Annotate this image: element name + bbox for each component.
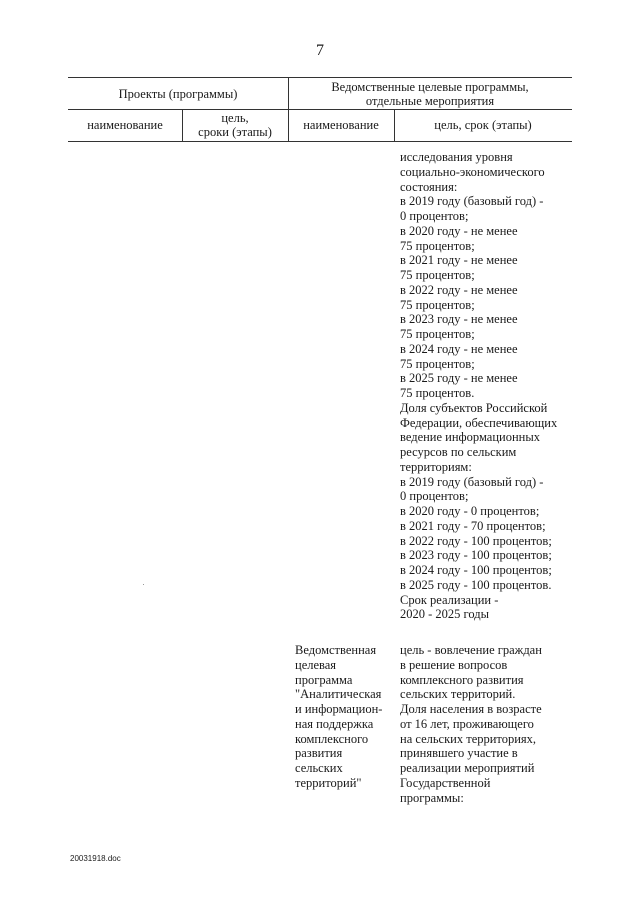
text-line: в 2025 году - не менее	[400, 371, 518, 386]
text-line: ная поддержка	[295, 716, 374, 731]
table-bottom-rule	[68, 141, 572, 142]
text-line: на сельских территориях,	[400, 731, 537, 746]
text-line: целевая	[295, 657, 337, 672]
header-departmental-line1: Ведомственные целевые программы,	[331, 80, 529, 94]
text-line: 75 процентов;	[400, 356, 475, 371]
text-line: в 2019 году (базовый год) -	[400, 194, 544, 209]
text-line: 0 процентов;	[400, 489, 469, 504]
text-line: в 2024 году - не менее	[400, 341, 518, 356]
text-line: в 2020 году - не менее	[400, 223, 518, 238]
text-line: территориям:	[400, 459, 472, 474]
text-line: Государственной	[400, 775, 491, 790]
header-col-program-name: наименование	[303, 118, 379, 132]
text-line: 75 процентов.	[400, 386, 475, 400]
scan-speck	[143, 584, 144, 585]
text-line: территорий"	[295, 775, 362, 790]
text-line: Срок реализации -	[400, 592, 499, 607]
table-top-rule	[68, 77, 572, 78]
text-line: Ведомственная	[295, 643, 377, 657]
text-line: комплексного	[295, 731, 369, 746]
text-line: Доля субъектов Российской	[400, 400, 548, 415]
text-line: 75 процентов;	[400, 268, 475, 282]
header-col-program-goal: цель, срок (этапы)	[434, 118, 532, 132]
text-line: Доля населения в возрасте	[400, 702, 542, 716]
text-line: развития	[295, 746, 343, 761]
text-line: в 2021 году - не менее	[400, 253, 518, 268]
text-line: и информацион-	[295, 702, 383, 716]
text-line: в 2022 году - 100 процентов;	[400, 533, 552, 548]
text-line: от 16 лет, проживающего	[400, 716, 534, 731]
text-line: "Аналитическая	[295, 687, 382, 702]
text-line: в 2021 году - 70 процентов;	[400, 518, 546, 533]
text-line: в 2022 году - не менее	[400, 282, 518, 297]
text-line: в 2023 году - 100 процентов;	[400, 548, 552, 563]
header-departmental-line2: отдельные мероприятия	[365, 94, 495, 108]
text-line: комплексного развития	[400, 672, 524, 687]
text-line: программа	[295, 672, 353, 687]
header-projects: Проекты (программы)	[118, 87, 238, 101]
text-line: в 2019 году (базовый год) -	[400, 474, 544, 489]
text-line: реализации мероприятий	[400, 761, 535, 775]
text-line: в 2024 году - 100 процентов;	[400, 563, 552, 577]
header-col-name: наименование	[87, 118, 163, 132]
text-line: состояния:	[400, 179, 458, 194]
text-line: 75 процентов;	[400, 238, 475, 253]
text-line: в 2020 году - 0 процентов;	[400, 504, 540, 518]
text-line: сельских	[295, 761, 343, 775]
text-line: программы:	[400, 790, 464, 805]
text-line: социально-экономического	[400, 164, 545, 179]
goal-text-block-2	[400, 643, 542, 805]
text-line: 2020 - 2025 годы	[400, 607, 490, 622]
text-line: в 2025 году - 100 процентов.	[400, 577, 552, 592]
header-col-goal-line1: цель,	[221, 111, 249, 125]
text-line: 75 процентов;	[400, 327, 475, 341]
text-line: исследования уровня	[400, 150, 513, 164]
page-number: 7	[316, 42, 324, 59]
text-line: сельских территорий.	[400, 687, 516, 702]
table-mid-rule	[68, 109, 572, 110]
footer-filename: 20031918.doc	[70, 854, 121, 863]
text-line: 75 процентов;	[400, 297, 475, 312]
text-line: принявшего участие в	[400, 746, 518, 761]
text-line: в решение вопросов	[400, 657, 508, 672]
goal-text-block-1	[400, 150, 557, 622]
text-line: ведение информационных	[400, 430, 540, 445]
program-name-block	[295, 643, 382, 791]
header-col-goal-line2: сроки (этапы)	[198, 125, 272, 139]
text-line: в 2023 году - не менее	[400, 312, 518, 327]
text-line: ресурсов по сельским	[400, 445, 517, 459]
text-line: Федерации, обеспечивающих	[400, 415, 558, 430]
text-line: 0 процентов;	[400, 209, 469, 223]
text-line: цель - вовлечение граждан	[400, 643, 542, 657]
